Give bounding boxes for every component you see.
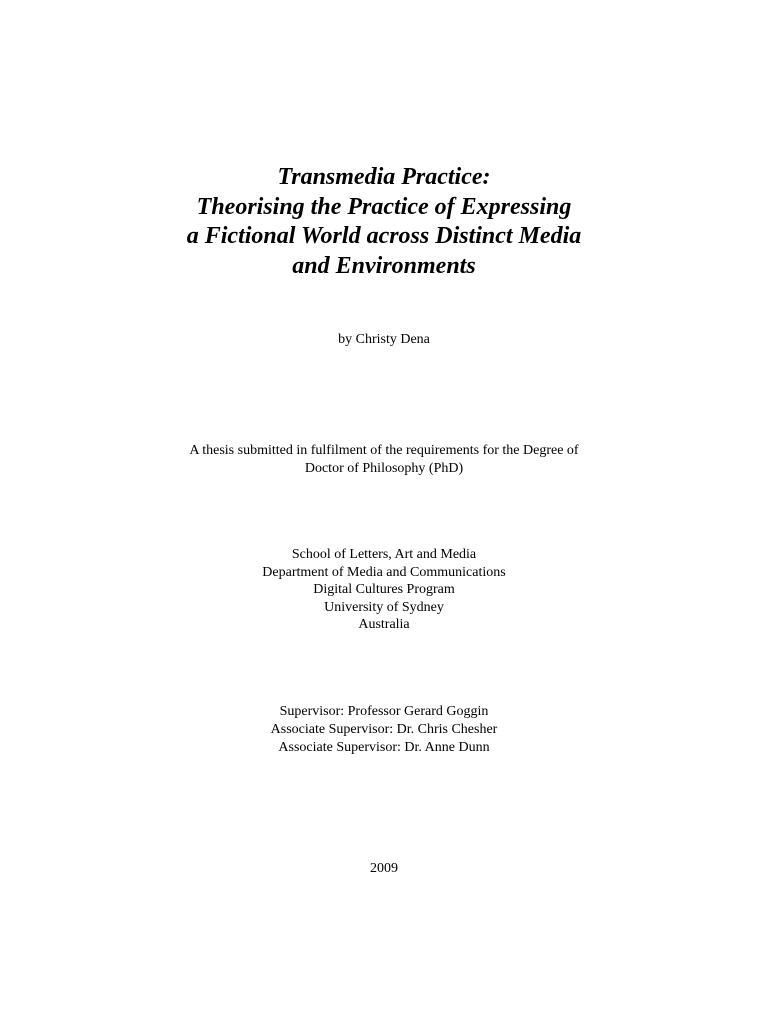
submission-year: 2009 xyxy=(370,861,398,876)
supervisor-line: Supervisor: Professor Gerard Goggin xyxy=(279,704,489,719)
affiliation-line: University of Sydney xyxy=(324,599,444,615)
affiliation-line: Department of Media and Communications xyxy=(262,564,506,580)
affiliation-line: Digital Cultures Program xyxy=(313,582,455,597)
title-line: and Environments xyxy=(292,252,476,279)
title-line: a Fictional World across Distinct Media xyxy=(186,223,582,249)
degree-statement-line: A thesis submitted in fulfilment of the requirements for the Degree of xyxy=(189,443,579,458)
affiliation xyxy=(0,546,768,634)
thesis-title xyxy=(0,163,768,281)
affiliation-line: Australia xyxy=(358,617,410,632)
title-line: Transmedia Practice: xyxy=(277,164,491,190)
author-line: by Christy Dena xyxy=(338,332,430,347)
title-line: Theorising the Practice of Expressing xyxy=(196,193,572,220)
supervisor-line: Associate Supervisor: Dr. Chris Chesher xyxy=(270,722,498,737)
affiliation-line: School of Letters, Art and Media xyxy=(291,547,477,562)
supervisor-line: Associate Supervisor: Dr. Anne Dunn xyxy=(278,740,490,755)
degree-statement xyxy=(0,442,768,478)
degree-statement-line: Doctor of Philosophy (PhD) xyxy=(304,461,464,476)
supervisors xyxy=(0,703,768,757)
